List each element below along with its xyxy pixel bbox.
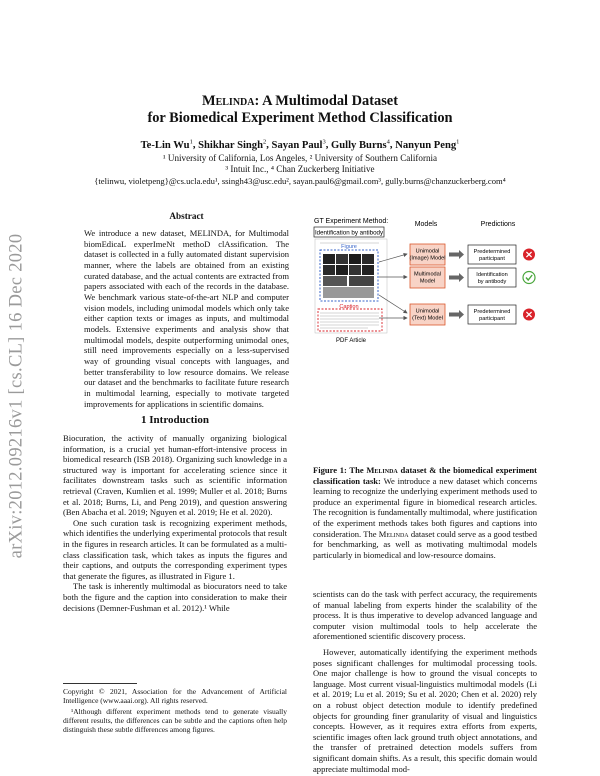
intro-paragraph-1: Biocuration, the activity of manually organizing biological information, is a crucial yet human-effort-intensive process in biomedical research (ISB 2018). Organizing such knowledge in a structured way is important for accelerating science since it facilitates downstream tasks such as scientific information retrieval (Craven, Kumlien et al. 1999; Muller et al. 2018; Burns et al. 2018; Burns, Li, and Peng 2019), and question answering (Ben Abacha et al. 2019; Nguyen et al. 2019; He et al. 2020).: [63, 433, 287, 518]
arxiv-id: arXiv:2012.09216v1 [cs.CL] 16 Dec 2020: [6, 233, 27, 559]
model-label: Multimodal: [413, 271, 442, 278]
author: Nanyun Peng$^1$: [395, 138, 460, 151]
footnote-rule: [63, 683, 137, 684]
arrow-icon: [449, 310, 464, 319]
caption-text: We introduce a new dataset which concerns learning to recognize the underlying experiment methods used to produce an experimental figure in biomedical research articles. The recognition is fundamentally multimodal, where justification of the experiment methods takes both figures and captions into consideration. The Melinda dataset could serve as a good testbed for benchmarking, as well as motivating multimodal models particularly in biomedical and low-resource domains.: [313, 475, 538, 560]
arrow-icon: [449, 250, 464, 259]
predictions-header: Predictions: [480, 221, 516, 228]
arxiv-stamp: [4, 196, 30, 596]
author: Sayan Paul$^3$: [271, 138, 326, 151]
models-header: Models: [414, 221, 438, 228]
author-list: Te-Lin Wu$^1$, Shikhar Singh$^2$, Sayan Paul$^3$, Gully Burns$^4$, Nanyun Peng$^1$: [140, 138, 460, 151]
figure-label: Figure: [341, 244, 357, 250]
title-rest: : A Multimodal Dataset: [254, 93, 398, 109]
model-label: (Image) Model: [409, 255, 446, 262]
copyright-note: Copyright © 2021, Association for the Advancement of Artificial Intelligence (www.aaai.org). All rights reserved.: [63, 687, 287, 706]
gt-label: GT Experiment Method:: [314, 218, 389, 225]
abstract-heading: Abstract: [169, 211, 204, 221]
pdf-label: PDF Article: [335, 338, 367, 344]
affiliation-line1: ¹ University of California, Los Angeles, ² University of Southern California: [162, 153, 438, 163]
right-paragraph-2: However, automatically identifying the experiment methods poses significant challenges for multimodal processing tools. One major challenge is how to ground the visual concepts to language. Most current visual-linguistics multimodal models (Li et al. 2019; Lu et al. 2019; Su et al. 2020; Chen et al. 2020) rely on a robust object detection module to identify predefined objects for grounding finer granularity of visual and linguistics concepts. However, as it requires extra efforts from experts, scientific images often lack ground truth object annotations, and the transfer of pretrained detection models suffers from significant domain shifts. As a result, this specific domain would appreciate multimodal mod-: [313, 646, 537, 774]
model-box: [410, 304, 445, 325]
dataset-name: Melinda: [202, 93, 255, 109]
footnote-1: ¹Although different experiment methods tend to generate visually different results, the differences can be subtle and the captions often help distinguish these subtle differences among figures.: [63, 707, 287, 735]
arrow-icon: [449, 273, 464, 282]
figure-1: [313, 217, 541, 462]
model-box: [410, 267, 445, 288]
model-label: (Text) Model: [412, 315, 443, 322]
model-label: Unimodal: [415, 248, 440, 255]
caption-label: Caption: [339, 304, 359, 310]
author: Gully Burns$^4$: [331, 138, 390, 151]
gt-value: Identification by antibody: [314, 229, 384, 237]
prediction-label: Predetermined: [473, 309, 511, 315]
author: Te-Lin Wu$^1$: [140, 138, 193, 151]
prediction-label: Predetermined: [473, 249, 511, 255]
figure-1-diagram: [313, 217, 541, 462]
intro-body: [63, 433, 287, 613]
prediction-label: Identification: [476, 272, 508, 278]
intro-paragraph-3: The task is inherently multimodal as biocurators need to take both the figure and the caption into consideration to make their decisions (Demner-Fushman et al. 2012).¹ While: [63, 581, 287, 613]
section-heading-introduction: 1 Introduction: [141, 414, 209, 426]
author: Shikhar Singh$^2$: [198, 138, 267, 151]
pdf-article-thumbnail: [315, 239, 387, 333]
model-box: [410, 244, 445, 265]
email-line: {telinwu, violetpeng}@cs.ucla.edu¹, ssingh43@usc.edu², sayan.paul6@gmail.com³, gully.burns@chanzuckerberg.com⁴: [94, 176, 506, 186]
right-column-body: [313, 589, 537, 774]
correct-icon: [523, 272, 535, 284]
model-label: Model: [419, 278, 436, 285]
right-paragraph-1: scientists can do the task with perfect accuracy, the requirements of manual labeling from experts hinder the scalability of the process. It is thus imperative to develop advanced language and computer vision multimodal tools to help accelerate the aforementioned scientific discovery process.: [313, 589, 537, 642]
figure-1-caption: [313, 465, 537, 560]
affiliation-line2: ³ Intuit Inc., ⁴ Chan Zuckerberg Initiative: [225, 164, 375, 174]
model-label: Unimodal: [415, 308, 440, 315]
paper-title-line2: for Biomedical Experiment Method Classification: [147, 110, 453, 126]
prediction-label: participant: [479, 256, 505, 262]
prediction-label: participant: [479, 316, 505, 322]
intro-paragraph-2: One such curation task is recognizing experiment methods, which identifies the underlying experimental protocols that result in the figures in research articles. It can be formulated as a multi-class classification task, which takes as inputs the figures and their captions, and outputs the corresponding experiment types that generate the figures, as illustrated in Figure 1.: [63, 517, 287, 581]
abstract-text: We introduce a new dataset, MELINDA, for Multimodal biomEdicaL experImeNt methoD clAssification. The dataset is collected in a fully automated distant supervision manner, where the labels are obtained from an existing curated database, and the actual contents are extracted from papers associated with each of the records in the database. We benchmark various state-of-the-art NLP and computer vision models, including unimodal models which only take either caption texts or images as inputs, and multimodal models. Extensive experiments and analysis show that multimodal models, despite outperforming unimodal ones, still need improvements especially on a less-supervised way of grounding visual concepts with languages, and better transferability to low resource domains. We release our dataset and the benchmarks to facilitate future research in multimodal learning, especially to motivate targeted improvements for applications in scientific domains.: [84, 228, 289, 409]
paper-title-line1: [0, 93, 600, 110]
caption-title: Figure 1: The Melinda dataset & the biomedical experiment classification task:: [313, 465, 537, 486]
prediction-label: by antibody: [477, 279, 507, 285]
